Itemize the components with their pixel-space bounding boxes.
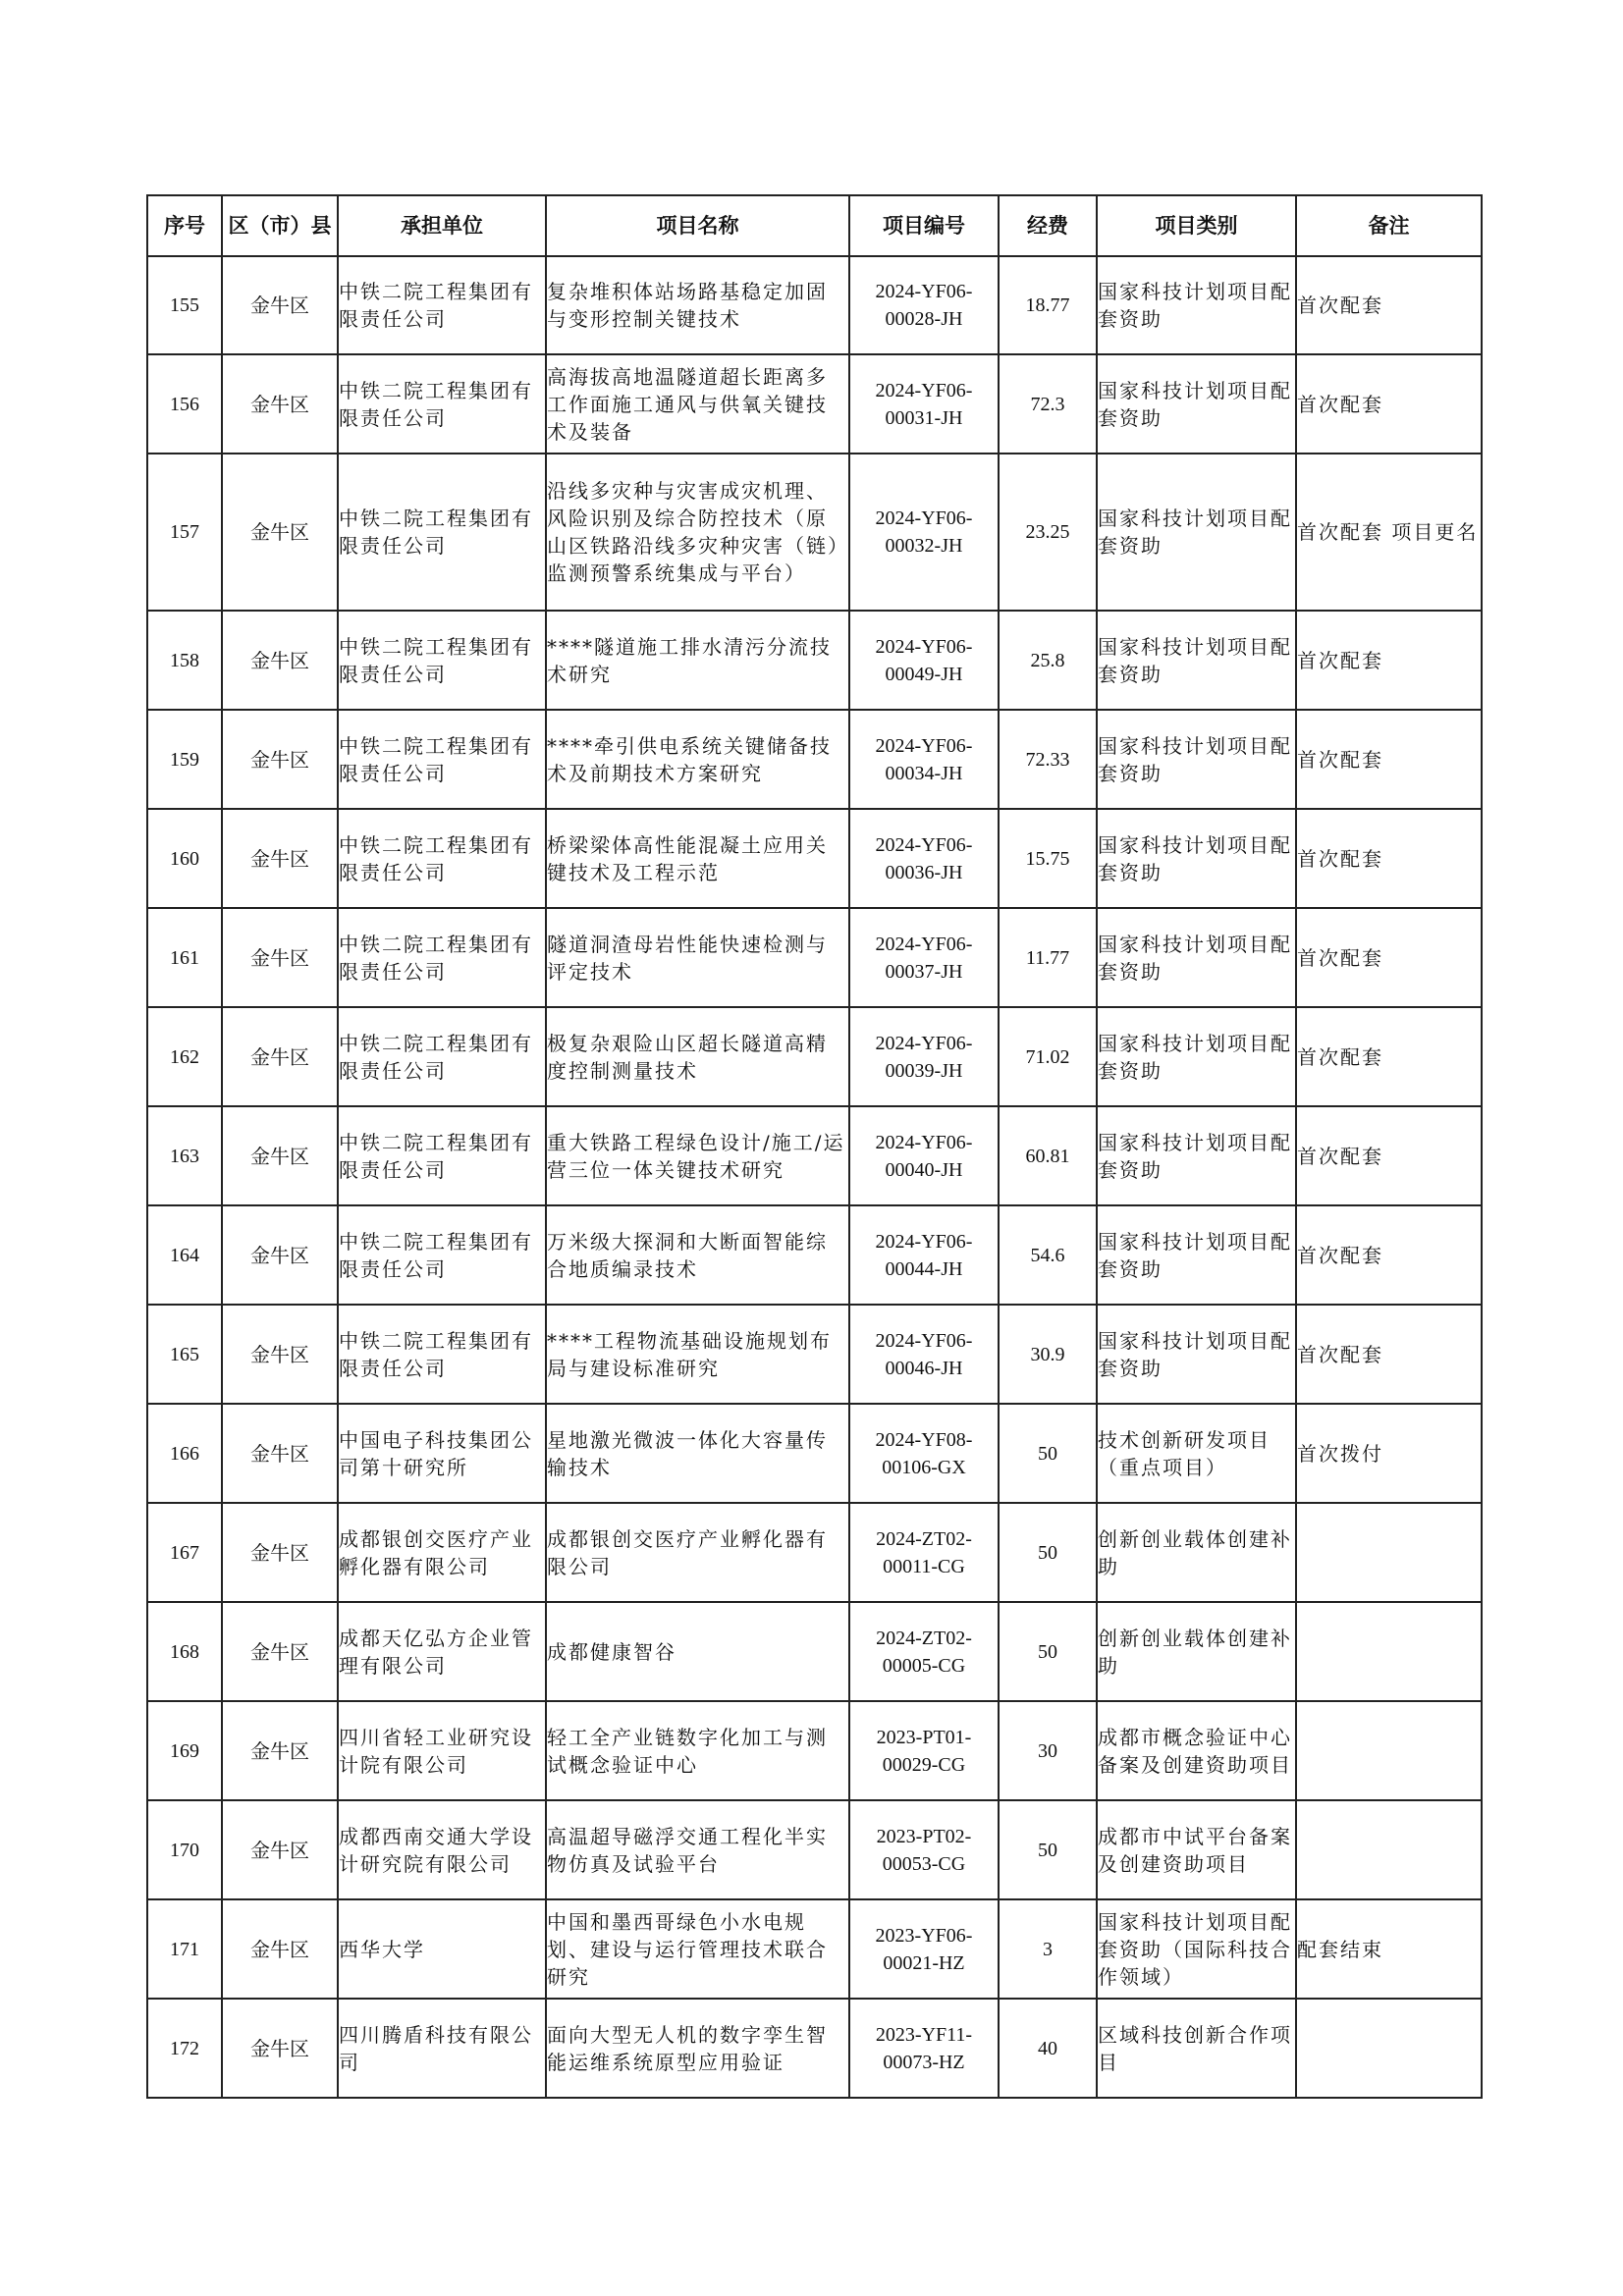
unit-cell: 成都银创交医疗产业孵化器有限公司 <box>338 1503 546 1602</box>
header-funds: 经费 <box>999 195 1097 256</box>
district-cell: 金牛区 <box>222 1602 338 1701</box>
district-cell: 金牛区 <box>222 710 338 809</box>
row-number: 155 <box>147 256 222 354</box>
code-cell: 2024-YF06-00039-JH <box>849 1007 999 1106</box>
note-cell: 首次拨付 <box>1296 1404 1482 1503</box>
district-cell: 金牛区 <box>222 1007 338 1106</box>
table-row <box>147 1701 1482 1800</box>
project-cell: 复杂堆积体站场路基稳定加固与变形控制关键技术 <box>546 256 849 354</box>
project-cell: 高海拔高地温隧道超长距离多工作面施工通风与供氧关键技术及装备 <box>546 354 849 454</box>
code-cell: 2023-YF06-00021-HZ <box>849 1899 999 1999</box>
code-cell: 2024-YF06-00049-JH <box>849 611 999 710</box>
row-number: 166 <box>147 1404 222 1503</box>
note-cell: 首次配套 <box>1296 1205 1482 1305</box>
unit-cell: 成都天亿弘方企业管理有限公司 <box>338 1602 546 1701</box>
project-cell: 重大铁路工程绿色设计/施工/运营三位一体关键技术研究 <box>546 1106 849 1205</box>
row-number: 162 <box>147 1007 222 1106</box>
code-cell: 2023-YF11-00073-HZ <box>849 1999 999 2098</box>
district-cell: 金牛区 <box>222 611 338 710</box>
note-cell: 首次配套 <box>1296 710 1482 809</box>
district-cell: 金牛区 <box>222 1701 338 1800</box>
district-cell: 金牛区 <box>222 1503 338 1602</box>
table-row <box>147 1205 1482 1305</box>
project-cell: 隧道洞渣母岩性能快速检测与评定技术 <box>546 908 849 1007</box>
row-number: 158 <box>147 611 222 710</box>
district-cell: 金牛区 <box>222 1999 338 2098</box>
note-cell: 首次配套 <box>1296 611 1482 710</box>
unit-cell: 中铁二院工程集团有限责任公司 <box>338 809 546 908</box>
unit-cell: 西华大学 <box>338 1899 546 1999</box>
funds-cell: 11.77 <box>999 908 1097 1007</box>
note-cell <box>1296 1503 1482 1602</box>
category-cell: 国家科技计划项目配套资助（国际科技合作领域） <box>1097 1899 1296 1999</box>
funds-cell: 50 <box>999 1800 1097 1899</box>
funds-cell: 71.02 <box>999 1007 1097 1106</box>
code-cell: 2024-YF06-00036-JH <box>849 809 999 908</box>
code-cell: 2024-YF06-00028-JH <box>849 256 999 354</box>
header-category: 项目类别 <box>1097 195 1296 256</box>
funds-cell: 3 <box>999 1899 1097 1999</box>
project-cell: 桥梁梁体高性能混凝土应用关键技术及工程示范 <box>546 809 849 908</box>
note-cell <box>1296 1800 1482 1899</box>
unit-cell: 中铁二院工程集团有限责任公司 <box>338 611 546 710</box>
code-cell: 2024-YF06-00034-JH <box>849 710 999 809</box>
project-cell: 极复杂艰险山区超长隧道高精度控制测量技术 <box>546 1007 849 1106</box>
category-cell: 国家科技计划项目配套资助 <box>1097 1007 1296 1106</box>
category-cell: 国家科技计划项目配套资助 <box>1097 611 1296 710</box>
category-cell: 国家科技计划项目配套资助 <box>1097 1205 1296 1305</box>
table-row <box>147 908 1482 1007</box>
unit-cell: 中铁二院工程集团有限责任公司 <box>338 1205 546 1305</box>
unit-cell: 四川省轻工业研究设计院有限公司 <box>338 1701 546 1800</box>
row-number: 169 <box>147 1701 222 1800</box>
note-cell: 首次配套 <box>1296 809 1482 908</box>
row-number: 170 <box>147 1800 222 1899</box>
row-number: 164 <box>147 1205 222 1305</box>
category-cell: 国家科技计划项目配套资助 <box>1097 809 1296 908</box>
category-cell: 成都市中试平台备案及创建资助项目 <box>1097 1800 1296 1899</box>
row-number: 163 <box>147 1106 222 1205</box>
unit-cell: 中铁二院工程集团有限责任公司 <box>338 908 546 1007</box>
category-cell: 创新创业载体创建补助 <box>1097 1602 1296 1701</box>
note-cell: 首次配套 <box>1296 1007 1482 1106</box>
row-number: 156 <box>147 354 222 454</box>
funding-table <box>146 194 1483 2099</box>
note-cell: 首次配套 <box>1296 354 1482 454</box>
row-number: 161 <box>147 908 222 1007</box>
note-cell: 首次配套 项目更名 <box>1296 454 1482 611</box>
project-cell: 沿线多灾种与灾害成灾机理、风险识别及综合防控技术（原山区铁路沿线多灾种灾害（链）监测预警系统集成与平台） <box>546 454 849 611</box>
table-row <box>147 1404 1482 1503</box>
header-project: 项目名称 <box>546 195 849 256</box>
table-row <box>147 1007 1482 1106</box>
unit-cell: 中铁二院工程集团有限责任公司 <box>338 454 546 611</box>
unit-cell: 中国电子科技集团公司第十研究所 <box>338 1404 546 1503</box>
funds-cell: 50 <box>999 1404 1097 1503</box>
note-cell <box>1296 1999 1482 2098</box>
category-cell: 技术创新研发项目（重点项目） <box>1097 1404 1296 1503</box>
category-cell: 国家科技计划项目配套资助 <box>1097 1305 1296 1404</box>
note-cell: 首次配套 <box>1296 908 1482 1007</box>
project-cell: ****隧道施工排水清污分流技术研究 <box>546 611 849 710</box>
category-cell: 创新创业载体创建补助 <box>1097 1503 1296 1602</box>
unit-cell: 成都西南交通大学设计研究院有限公司 <box>338 1800 546 1899</box>
funds-cell: 72.33 <box>999 710 1097 809</box>
row-number: 157 <box>147 454 222 611</box>
code-cell: 2024-YF06-00044-JH <box>849 1205 999 1305</box>
code-cell: 2024-ZT02-00011-CG <box>849 1503 999 1602</box>
district-cell: 金牛区 <box>222 908 338 1007</box>
funds-cell: 30.9 <box>999 1305 1097 1404</box>
project-cell: 成都银创交医疗产业孵化器有限公司 <box>546 1503 849 1602</box>
table-row <box>147 710 1482 809</box>
code-cell: 2024-YF08-00106-GX <box>849 1404 999 1503</box>
note-cell: 首次配套 <box>1296 256 1482 354</box>
project-cell: 中国和墨西哥绿色小水电规划、建设与运行管理技术联合研究 <box>546 1899 849 1999</box>
header-unit: 承担单位 <box>338 195 546 256</box>
district-cell: 金牛区 <box>222 1305 338 1404</box>
funds-cell: 72.3 <box>999 354 1097 454</box>
district-cell: 金牛区 <box>222 1205 338 1305</box>
unit-cell: 中铁二院工程集团有限责任公司 <box>338 1305 546 1404</box>
code-cell: 2024-YF06-00031-JH <box>849 354 999 454</box>
funds-cell: 50 <box>999 1602 1097 1701</box>
project-cell: 高温超导磁浮交通工程化半实物仿真及试验平台 <box>546 1800 849 1899</box>
row-number: 168 <box>147 1602 222 1701</box>
table-row <box>147 354 1482 454</box>
table-row <box>147 1106 1482 1205</box>
project-cell: 面向大型无人机的数字孪生智能运维系统原型应用验证 <box>546 1999 849 2098</box>
header-code: 项目编号 <box>849 195 999 256</box>
row-number: 160 <box>147 809 222 908</box>
funds-cell: 60.81 <box>999 1106 1097 1205</box>
code-cell: 2024-YF06-00032-JH <box>849 454 999 611</box>
funds-cell: 15.75 <box>999 809 1097 908</box>
project-cell: ****牵引供电系统关键储备技术及前期技术方案研究 <box>546 710 849 809</box>
category-cell: 国家科技计划项目配套资助 <box>1097 710 1296 809</box>
unit-cell: 中铁二院工程集团有限责任公司 <box>338 256 546 354</box>
table-row <box>147 1305 1482 1404</box>
category-cell: 国家科技计划项目配套资助 <box>1097 256 1296 354</box>
note-cell <box>1296 1701 1482 1800</box>
project-cell: 轻工全产业链数字化加工与测试概念验证中心 <box>546 1701 849 1800</box>
note-cell: 首次配套 <box>1296 1305 1482 1404</box>
category-cell: 区域科技创新合作项目 <box>1097 1999 1296 2098</box>
district-cell: 金牛区 <box>222 809 338 908</box>
funds-cell: 23.25 <box>999 454 1097 611</box>
funds-cell: 30 <box>999 1701 1097 1800</box>
unit-cell: 中铁二院工程集团有限责任公司 <box>338 1106 546 1205</box>
unit-cell: 中铁二院工程集团有限责任公司 <box>338 1007 546 1106</box>
code-cell: 2024-YF06-00040-JH <box>849 1106 999 1205</box>
header-district: 区（市）县 <box>222 195 338 256</box>
table-body <box>147 256 1482 2098</box>
table-row <box>147 1602 1482 1701</box>
note-cell: 首次配套 <box>1296 1106 1482 1205</box>
code-cell: 2023-PT01-00029-CG <box>849 1701 999 1800</box>
funds-cell: 40 <box>999 1999 1097 2098</box>
category-cell: 国家科技计划项目配套资助 <box>1097 354 1296 454</box>
header-note: 备注 <box>1296 195 1482 256</box>
funds-cell: 18.77 <box>999 256 1097 354</box>
table-row <box>147 809 1482 908</box>
district-cell: 金牛区 <box>222 1800 338 1899</box>
row-number: 171 <box>147 1899 222 1999</box>
table-row <box>147 1800 1482 1899</box>
code-cell: 2023-PT02-00053-CG <box>849 1800 999 1899</box>
project-cell: 成都健康智谷 <box>546 1602 849 1701</box>
district-cell: 金牛区 <box>222 1899 338 1999</box>
row-number: 172 <box>147 1999 222 2098</box>
header-row <box>147 195 1482 256</box>
row-number: 167 <box>147 1503 222 1602</box>
table-row <box>147 1999 1482 2098</box>
note-cell <box>1296 1602 1482 1701</box>
code-cell: 2024-YF06-00037-JH <box>849 908 999 1007</box>
category-cell: 国家科技计划项目配套资助 <box>1097 908 1296 1007</box>
unit-cell: 四川腾盾科技有限公司 <box>338 1999 546 2098</box>
header-no: 序号 <box>147 195 222 256</box>
project-cell: ****工程物流基础设施规划布局与建设标准研究 <box>546 1305 849 1404</box>
table-row <box>147 611 1482 710</box>
funds-cell: 25.8 <box>999 611 1097 710</box>
funds-cell: 54.6 <box>999 1205 1097 1305</box>
note-cell: 配套结束 <box>1296 1899 1482 1999</box>
category-cell: 成都市概念验证中心备案及创建资助项目 <box>1097 1701 1296 1800</box>
category-cell: 国家科技计划项目配套资助 <box>1097 454 1296 611</box>
district-cell: 金牛区 <box>222 1106 338 1205</box>
unit-cell: 中铁二院工程集团有限责任公司 <box>338 354 546 454</box>
district-cell: 金牛区 <box>222 256 338 354</box>
funds-cell: 50 <box>999 1503 1097 1602</box>
table-row <box>147 1503 1482 1602</box>
row-number: 165 <box>147 1305 222 1404</box>
district-cell: 金牛区 <box>222 354 338 454</box>
district-cell: 金牛区 <box>222 454 338 611</box>
code-cell: 2024-YF06-00046-JH <box>849 1305 999 1404</box>
district-cell: 金牛区 <box>222 1404 338 1503</box>
unit-cell: 中铁二院工程集团有限责任公司 <box>338 710 546 809</box>
project-cell: 星地激光微波一体化大容量传输技术 <box>546 1404 849 1503</box>
project-cell: 万米级大探洞和大断面智能综合地质编录技术 <box>546 1205 849 1305</box>
code-cell: 2024-ZT02-00005-CG <box>849 1602 999 1701</box>
table-row <box>147 1899 1482 1999</box>
table-row <box>147 256 1482 354</box>
row-number: 159 <box>147 710 222 809</box>
table-row <box>147 454 1482 611</box>
category-cell: 国家科技计划项目配套资助 <box>1097 1106 1296 1205</box>
